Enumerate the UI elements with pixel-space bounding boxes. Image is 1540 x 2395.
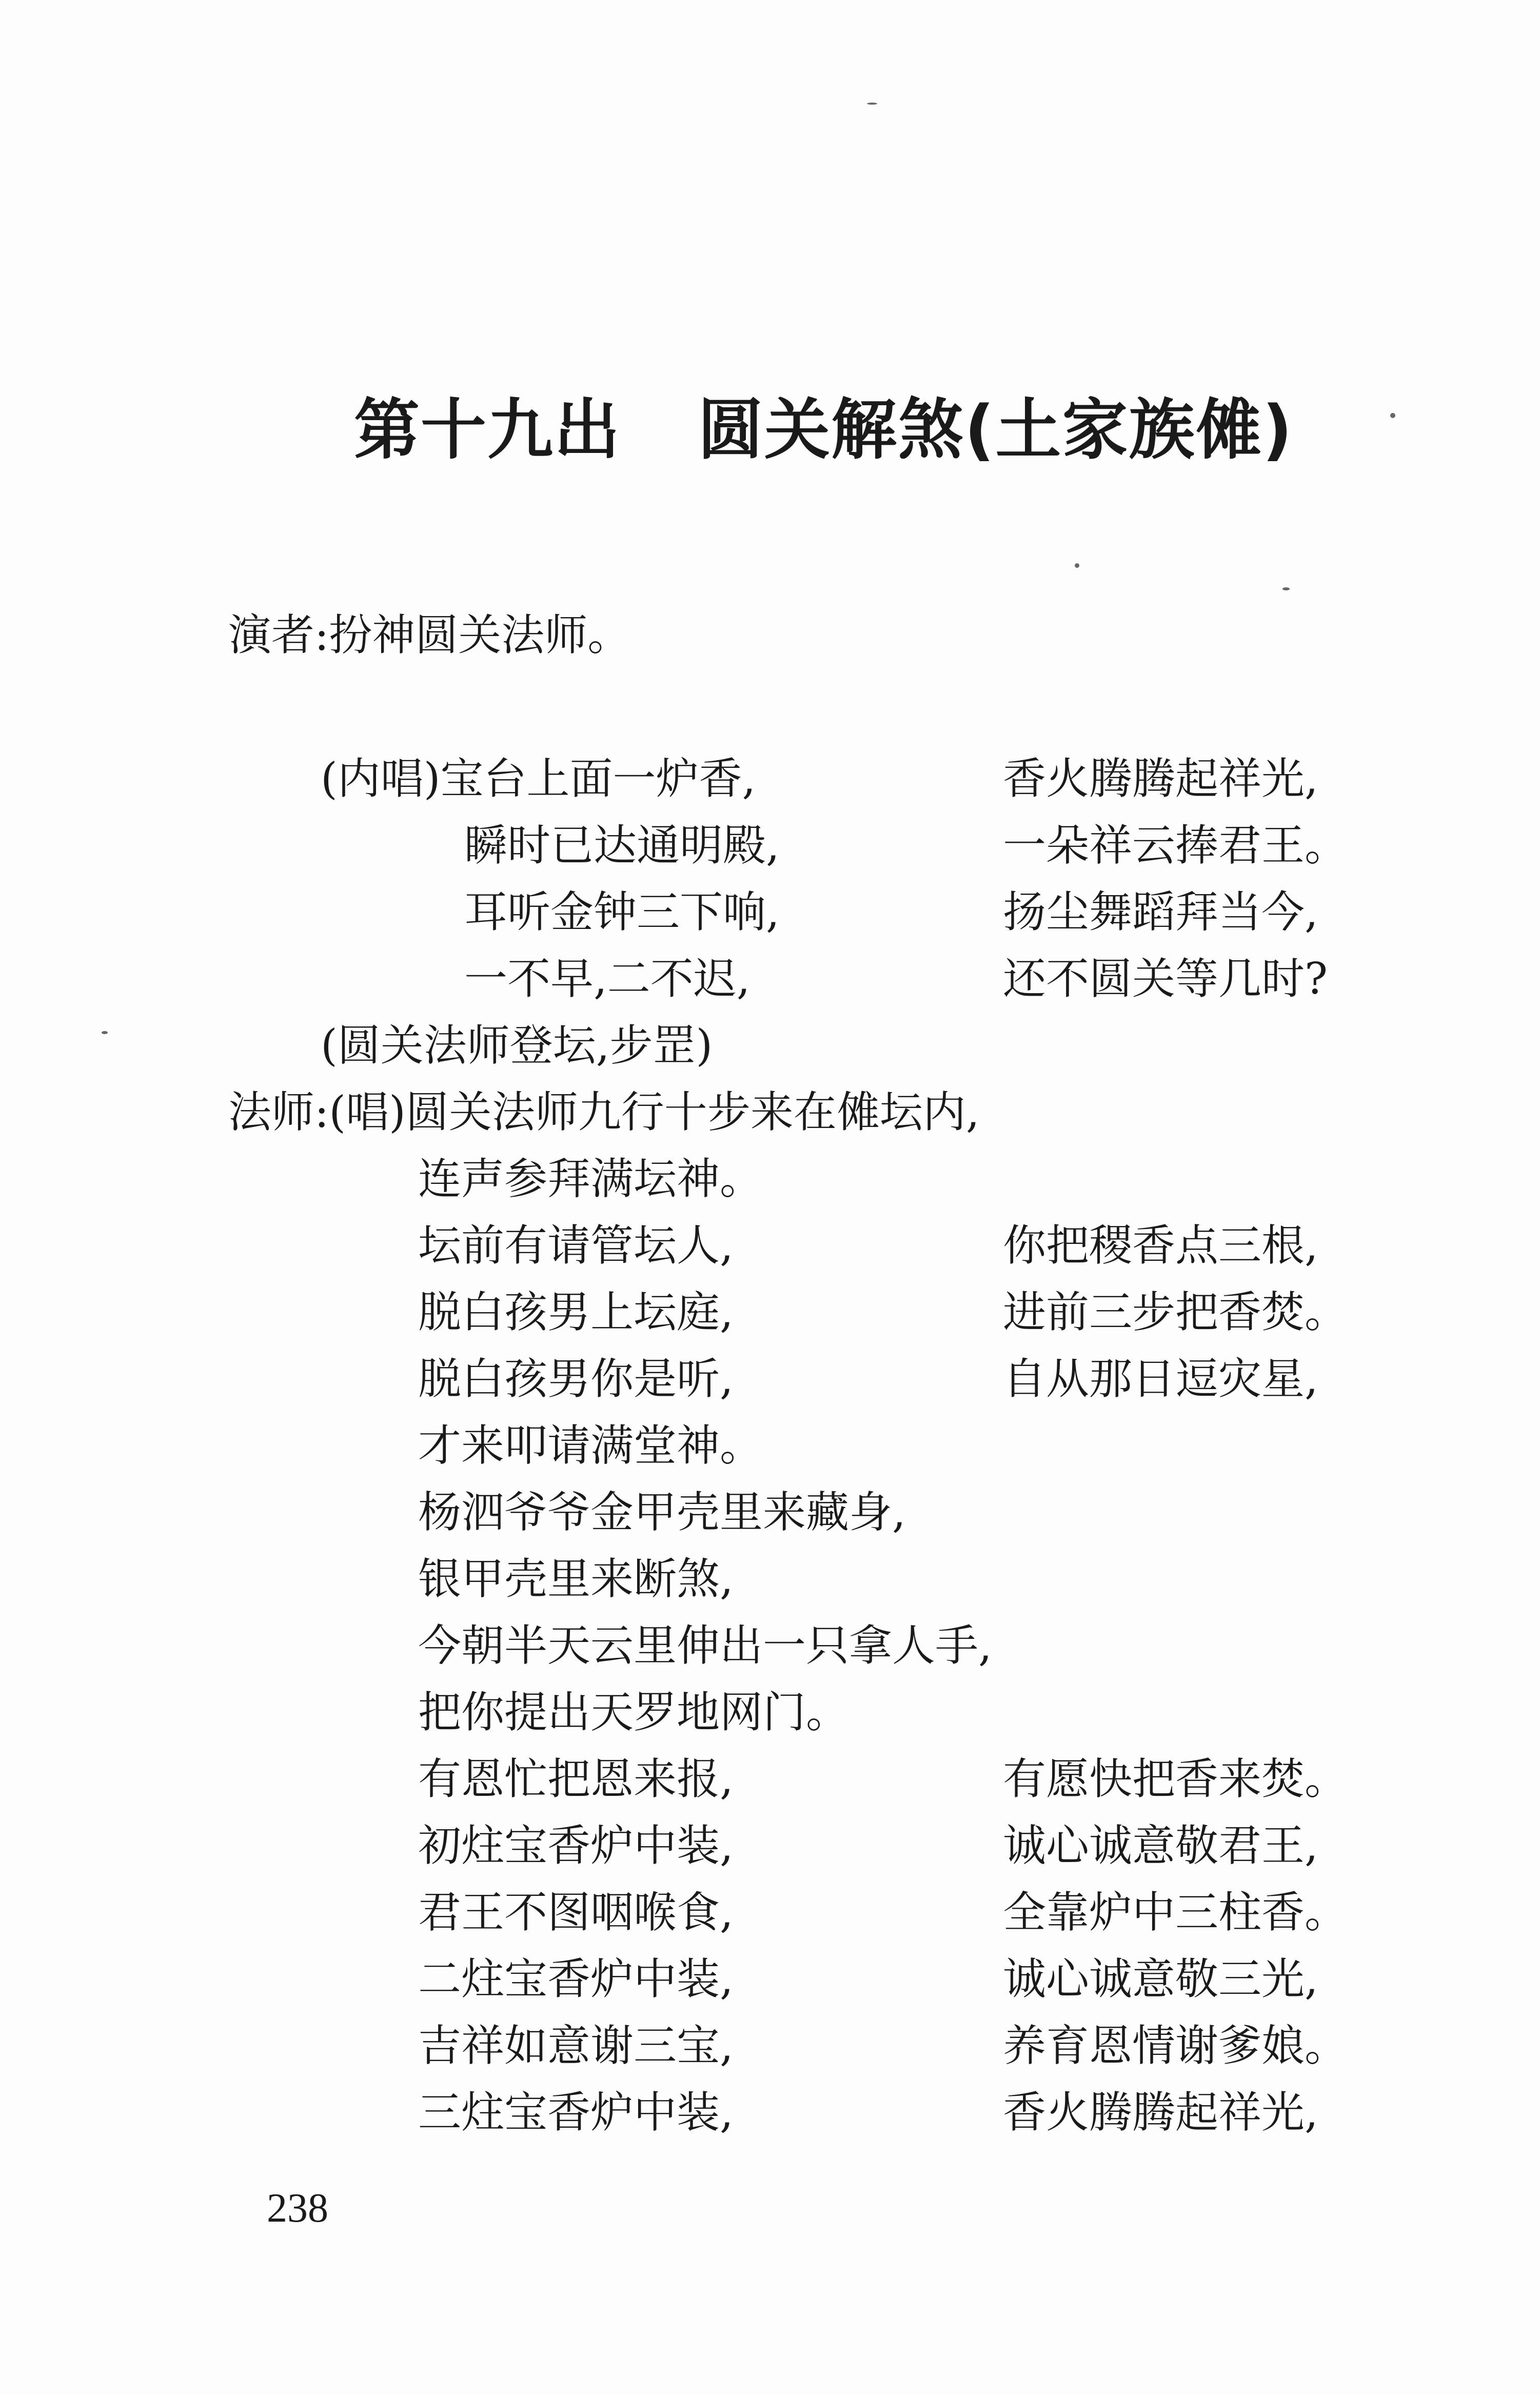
verse-line: 进前三步把香焚。 — [1003, 1287, 1348, 1337]
verse-line: 脱白孩男你是听, — [418, 1354, 734, 1404]
verse-line: 有愿快把香来焚。 — [1003, 1754, 1348, 1804]
verse-line: 香火腾腾起祥光, — [1003, 2087, 1318, 2137]
verse-line: 还不圆关等几时? — [1003, 954, 1328, 1004]
verse-line: 扬尘舞蹈拜当今, — [1003, 887, 1318, 937]
verse-line: 吉祥如意谢三宝, — [418, 2021, 734, 2071]
verse-line: 你把稷香点三根, — [1003, 1220, 1318, 1271]
scan-speck — [1390, 413, 1395, 418]
verse-line: 坛前有请管坛人, — [418, 1220, 734, 1271]
scan-speck — [867, 103, 877, 105]
scan-speck — [1282, 587, 1290, 590]
verse-line: 初炷宝香炉中装, — [418, 1820, 734, 1871]
verse-line: 把你提出天罗地网门。 — [418, 1687, 850, 1737]
verse-line: 香火腾腾起祥光, — [1003, 754, 1318, 804]
verse-line: 三炷宝香炉中装, — [418, 2087, 734, 2137]
verse-line: 自从那日逗灾星, — [1003, 1354, 1318, 1404]
verse-line: 有恩忙把恩来报, — [418, 1754, 734, 1804]
speaker-line: 法师:(唱)圆关法师九行十步来在傩坛内, — [228, 1087, 980, 1137]
verse-line: 养育恩情谢爹娘。 — [1003, 2021, 1348, 2071]
verse-line: 脱白孩男上坛庭, — [418, 1287, 734, 1337]
scan-speck — [102, 1031, 108, 1034]
verse-line: 全靠炉中三柱香。 — [1003, 1887, 1348, 1937]
verse-line: 才来叩请满堂神。 — [418, 1420, 763, 1471]
chapter-number: 第十九出 — [354, 392, 621, 468]
verse-line: 君王不图咽喉食, — [418, 1887, 734, 1937]
stage-direction: (圆关法师登坛,步罡) — [321, 1020, 713, 1071]
chapter-title — [354, 377, 1293, 471]
verse-line: 瞬时已达通明殿, — [464, 820, 780, 870]
verse-line: (内唱)宝台上面一炉香, — [321, 754, 756, 804]
verse-line: 杨泗爷爷金甲壳里来藏身, — [418, 1487, 906, 1537]
verse-line: 银甲壳里来断煞, — [418, 1554, 734, 1604]
verse-line: 今朝半天云里伸出一只拿人手, — [418, 1620, 992, 1671]
performers-line: 演者:扮神圆关法师。 — [228, 610, 631, 660]
verse-line: 诚心诚意敬三光, — [1003, 1954, 1318, 2004]
verse-line: 耳听金钟三下响, — [464, 887, 780, 937]
page-number: 238 — [267, 2186, 328, 2231]
verse-line: 一朵祥云捧君王。 — [1003, 820, 1348, 870]
verse-line: 诚心诚意敬君王, — [1003, 1820, 1318, 1871]
scan-speck — [1075, 563, 1079, 568]
chapter-name: 圆关解煞(土家族傩) — [698, 392, 1294, 468]
verse-line: 二炷宝香炉中装, — [418, 1954, 734, 2004]
verse-line: 一不早,二不迟, — [464, 954, 751, 1004]
verse-line: 连声参拜满坛神。 — [418, 1154, 763, 1204]
